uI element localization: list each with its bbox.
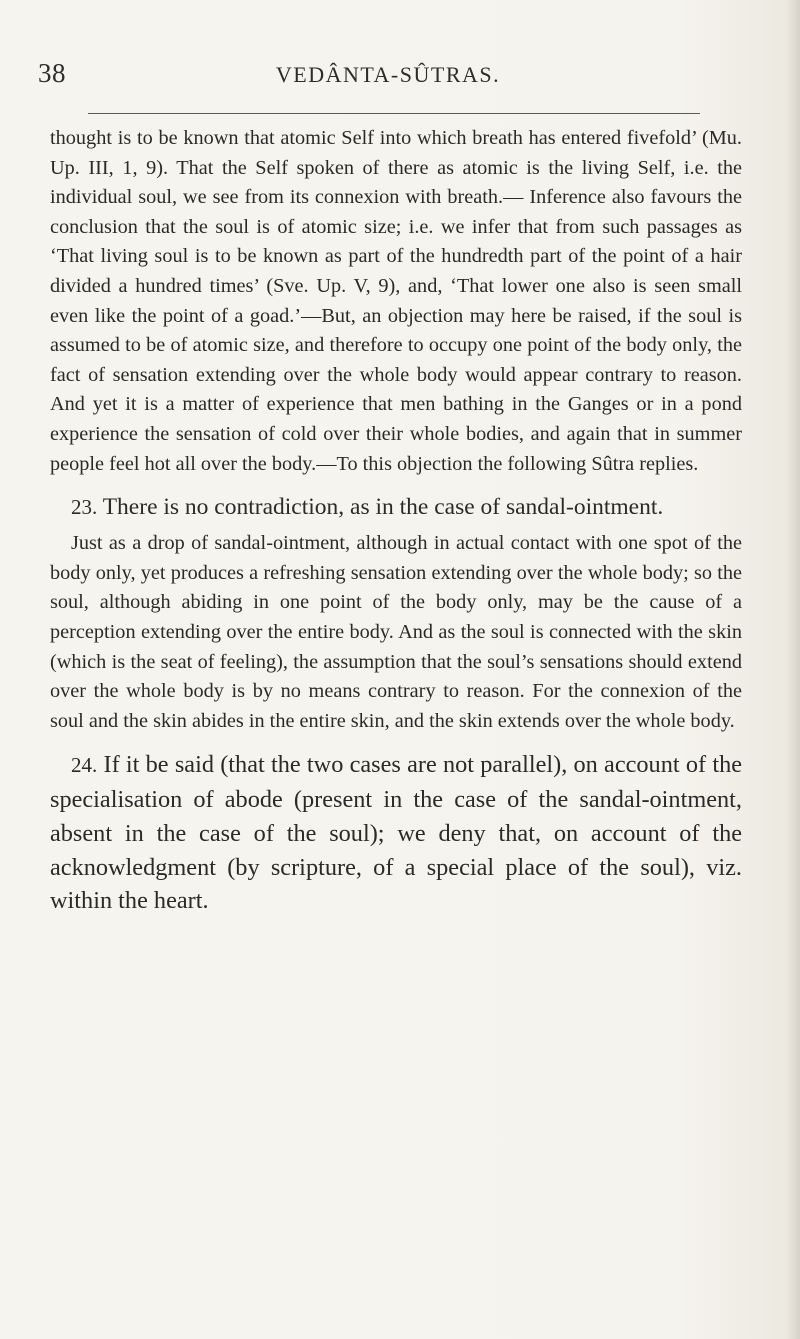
page-header	[38, 58, 738, 98]
sutra-24	[50, 748, 742, 918]
header-rule	[88, 113, 700, 114]
sutra-23-number: 23.	[71, 495, 98, 520]
sutra-23	[50, 491, 742, 523]
body-text	[50, 124, 742, 918]
page-edge-shadow	[786, 0, 800, 1339]
sutra-24-number: 24.	[71, 753, 98, 778]
sutra-24-text: If it be said (that the two cases are not parallel), on account of the specialisation of abode (present in the case of the sandal-ointment, absent in the case of the soul); we deny that, on account of the acknowledgment (by scripture, of a special place of the soul), viz. within the heart.	[50, 751, 742, 915]
commentary-paragraph-continued: thought is to be known that atomic Self into which breath has entered fivefold’ (Mu. Up. III, 1, 9). That the Self spoken of there as atomic is the living Self, i.e. the individual soul, we see from its connexion with breath.— Inference also favours the conclusion that the soul is of atomic size; i.e. we infer that from such passages as ‘That living soul is to be known as part of the hundredth part of the point of a hair divided a hundred times’ (Sve. Up. V, 9), and, ‘That lower one also is seen small even like the point of a goad.’—But, an objection may here be raised, if the soul is assumed to be of atomic size, and therefore to occupy one point of the body only, the fact of sensation extending over the whole body would appear contrary to reason. And yet it is a matter of experience that men bathing in the Ganges or in a pond experience the sensation of cold over their whole bodies, and again that in summer people feel hot all over the body.—To this objection the following Sûtra replies.	[50, 127, 742, 475]
page-number: 38	[38, 58, 66, 88]
commentary-paragraph-sutra-23: Just as a drop of sandal-ointment, although in actual contact with one spot of the body only, yet produces a refreshing sensation extending over the whole body; so the soul, although abiding in one point of the body only, may be the cause of a perception extending over the entire body. And as the soul is connected with the skin (which is the seat of feeling), the assumption that the soul’s sensations should extend over the whole body is by no means contrary to reason. For the connexion of the soul and the skin abides in the entire skin, and the skin extends over the whole body.	[50, 532, 742, 732]
running-head: VEDÂNTA-SÛTRAS.	[275, 62, 501, 87]
sutra-23-text: There is no contradiction, as in the case of sandal-ointment.	[102, 494, 664, 521]
